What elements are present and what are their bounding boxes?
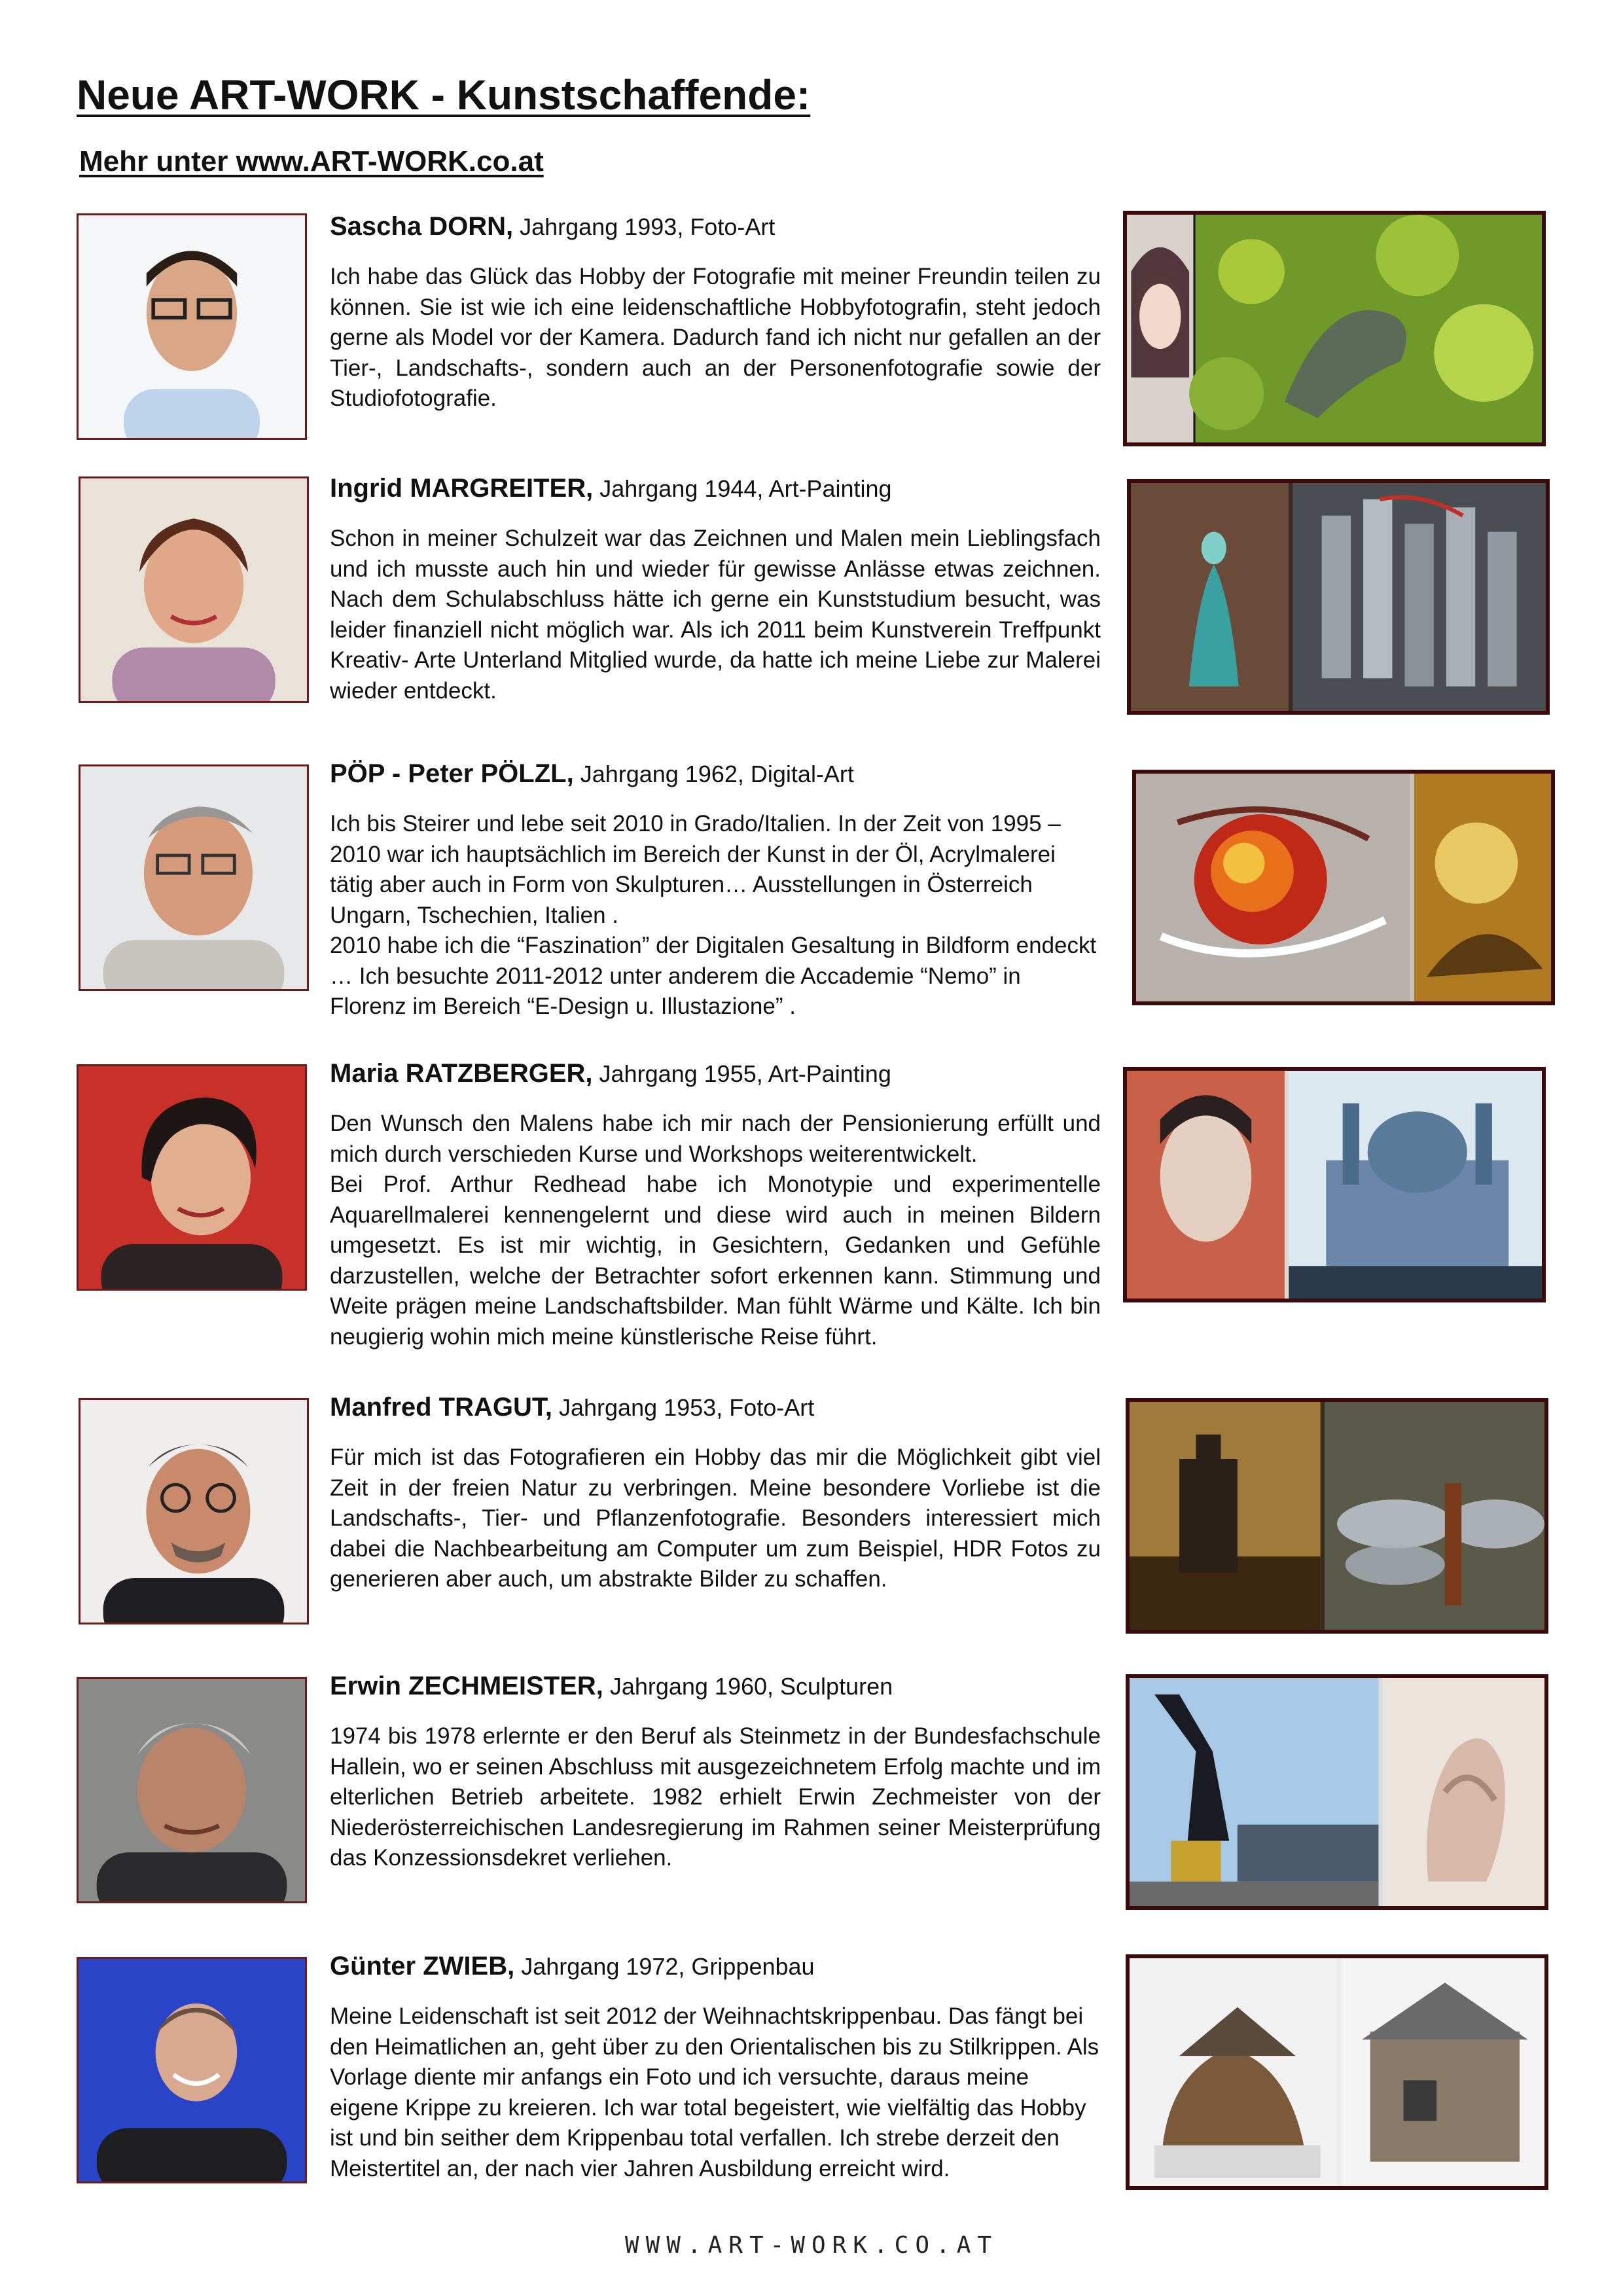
artist-text [330, 1058, 1101, 1352]
artwork-image [1123, 211, 1546, 446]
artwork-image [1132, 770, 1555, 1005]
bio-paragraph: Ich bis Steirer und lebe seit 2010 in Grado/Italien. In der Zeit von 1995 – 2010 war ich hauptsächlich im Bereich der Kunst in der Öl, Acrylmalerei tätig aber auch in Form von Skulpturen… Ausstellungen in Österreich Ungarn, Tschechien, Italien . [330, 811, 1061, 928]
bio-paragraph: Den Wunsch den Malens habe ich mir nach der Pensionierung erfüllt und mich durch verschieden Kurse und Workshops weiterentwickelt. [330, 1111, 1101, 1167]
artist-name: Günter ZWIEB, [330, 1952, 515, 1981]
artist-bio [330, 1721, 1101, 1874]
artist-meta: Jahrgang 1993, Foto-Art [513, 213, 776, 240]
artist-text [330, 1391, 1101, 1595]
artist-text [330, 473, 1101, 706]
artwork-image [1123, 1067, 1546, 1302]
bio-paragraph: Bei Prof. Arthur Redhead habe ich Monotypie und experimentelle Aquarellmalerei kennengelernt und diese wird auch in meinen Bildern umgesetzt. Es ist mir wichtig, in Gesichtern, Gedanken und Gefühle darzustellen, welche der Betrachter sofort erkennen kann. Stimmung und Weite prägen meine Landschaftsbilder. Man fühlt Wärme und Kälte. Ich bin neugierig wohin mich meine künstlerische Reise führt. [330, 1172, 1101, 1350]
artwork-image [1127, 479, 1550, 715]
artist-text [330, 758, 1101, 1022]
website-link[interactable]: Mehr unter www.ART-WORK.co.at [79, 145, 544, 177]
artwork-image [1126, 1398, 1548, 1634]
artist-meta: Jahrgang 1972, Grippenbau [514, 1953, 815, 1980]
artist-bio [330, 524, 1101, 706]
artist-portrait [77, 1064, 307, 1291]
artist-meta: Jahrgang 1962, Digital-Art [573, 761, 854, 787]
artist-bio [330, 2001, 1101, 2184]
bio-paragraph: Meine Leidenschaft ist seit 2012 der Weihnachtskrippenbau. Das fängt bei den Heimatlichen an, geht über zu den Orientalischen bis zu Stilkrippen. Als Vorlage diente mir anfangs ein Foto und ich versuchte, daraus meine eigene Krippe zu kreieren. Ich war total begeistert, wie vielfältig das Hobby ist und bin seither dem Krippenbau total verfallen. Ich strebe derzeit den Meistertitel an, der nach vier Jahren Ausbildung erreicht wird. [330, 2003, 1099, 2181]
artwork-image [1126, 1954, 1548, 2190]
artwork-image [1126, 1674, 1548, 1910]
artist-heading [330, 758, 1101, 789]
artist-heading [330, 211, 1101, 242]
artist-meta: Jahrgang 1960, Sculpturen [603, 1673, 893, 1700]
artist-bio [330, 262, 1101, 414]
artist-name: Maria RATZBERGER, [330, 1059, 593, 1088]
artist-portrait [77, 213, 307, 440]
artist-name: PÖP - Peter PÖLZL, [330, 759, 574, 788]
bio-paragraph: 1974 bis 1978 erlernte er den Beruf als Steinmetz in der Bundesfachschule Hallein, wo er seinen Abschluss mit ausgezeichnetem Erfolg machte und im elterlichen Betrieb arbeitete. 1982 erhielt Erwin Zechmeister von der Niederösterreichischen Landesregierung im Rahmen seiner Meisterprüfung das Konzessionsdekret verliehen. [330, 1723, 1101, 1871]
artist-name: Erwin ZECHMEISTER, [330, 1672, 603, 1700]
artist-heading [330, 473, 1101, 504]
bio-paragraph: Für mich ist das Fotografieren ein Hobby das mir die Möglichkeit gibt viel Zeit in der freien Natur zu verbringen. Meine besondere Vorliebe ist die Landschafts-, Tier- und Pflanzenfotografie. Besonders interessiert mich dabei die Nachbearbeitung am Computer um zum Beispiel, HDR Fotos zu generieren aber auch, um abstrakte Bilder zu schaffen. [330, 1444, 1101, 1592]
artist-name: Sascha DORN, [330, 212, 514, 241]
artist-heading [330, 1950, 1101, 1982]
bio-paragraph: Ich habe das Glück das Hobby der Fotografie mit meiner Freundin teilen zu können. Sie ist wie ich eine leidenschaftliche Hobbyfotografin, steht jedoch gerne als Model vor der Kamera. Dadurch fand ich nicht nur gefallen an der Tier-, Landschafts-, sondern auch an der Personenfotografie sowie der Studiofotografie. [330, 264, 1101, 411]
artist-meta: Jahrgang 1944, Art-Painting [593, 475, 892, 502]
artist-name: Manfred TRAGUT, [330, 1393, 552, 1422]
artist-bio [330, 1109, 1101, 1352]
artist-portrait [79, 476, 309, 703]
artist-meta: Jahrgang 1955, Art-Painting [592, 1060, 891, 1087]
artist-heading [330, 1391, 1101, 1423]
bio-paragraph: Schon in meiner Schulzeit war das Zeichnen und Malen mein Lieblingsfach und ich musste auch hin und wieder für gewisse Anlässe etwas zeichnen. Nach dem Schulabschluss hätte ich gerne ein Kunststudium besucht, was leider finanziell nicht möglich war. Als ich 2011 beim Kunstverein Treffpunkt Kreativ- Arte Unterland Mitglied wurde, da hatte ich meine Liebe zur Malerei wieder entdeckt. [330, 526, 1101, 704]
artist-meta: Jahrgang 1953, Foto-Art [552, 1394, 815, 1421]
artist-portrait [79, 764, 309, 991]
footer-website[interactable]: WWW.ART-WORK.CO.AT [624, 2232, 999, 2259]
artist-bio [330, 1443, 1101, 1595]
artist-text [330, 1950, 1101, 2184]
bio-paragraph: 2010 habe ich die “Faszination” der Digitalen Gesaltung in Bildform endeckt … Ich besuchte 2011-2012 unter anderem die Accademie “Nemo” in Florenz im Bereich “E-Design u. Illustazione” . [330, 933, 1097, 1019]
artist-heading [330, 1058, 1101, 1089]
artist-portrait [79, 1398, 309, 1624]
artist-name: Ingrid MARGREITER, [330, 474, 594, 503]
page-title: Neue ART-WORK - Kunstschaffende: [77, 71, 811, 118]
artist-portrait [77, 1677, 307, 1903]
artist-heading [330, 1670, 1101, 1702]
artist-text [330, 211, 1101, 414]
artist-bio [330, 809, 1101, 1022]
artist-portrait [77, 1957, 307, 2183]
artist-text [330, 1670, 1101, 1874]
